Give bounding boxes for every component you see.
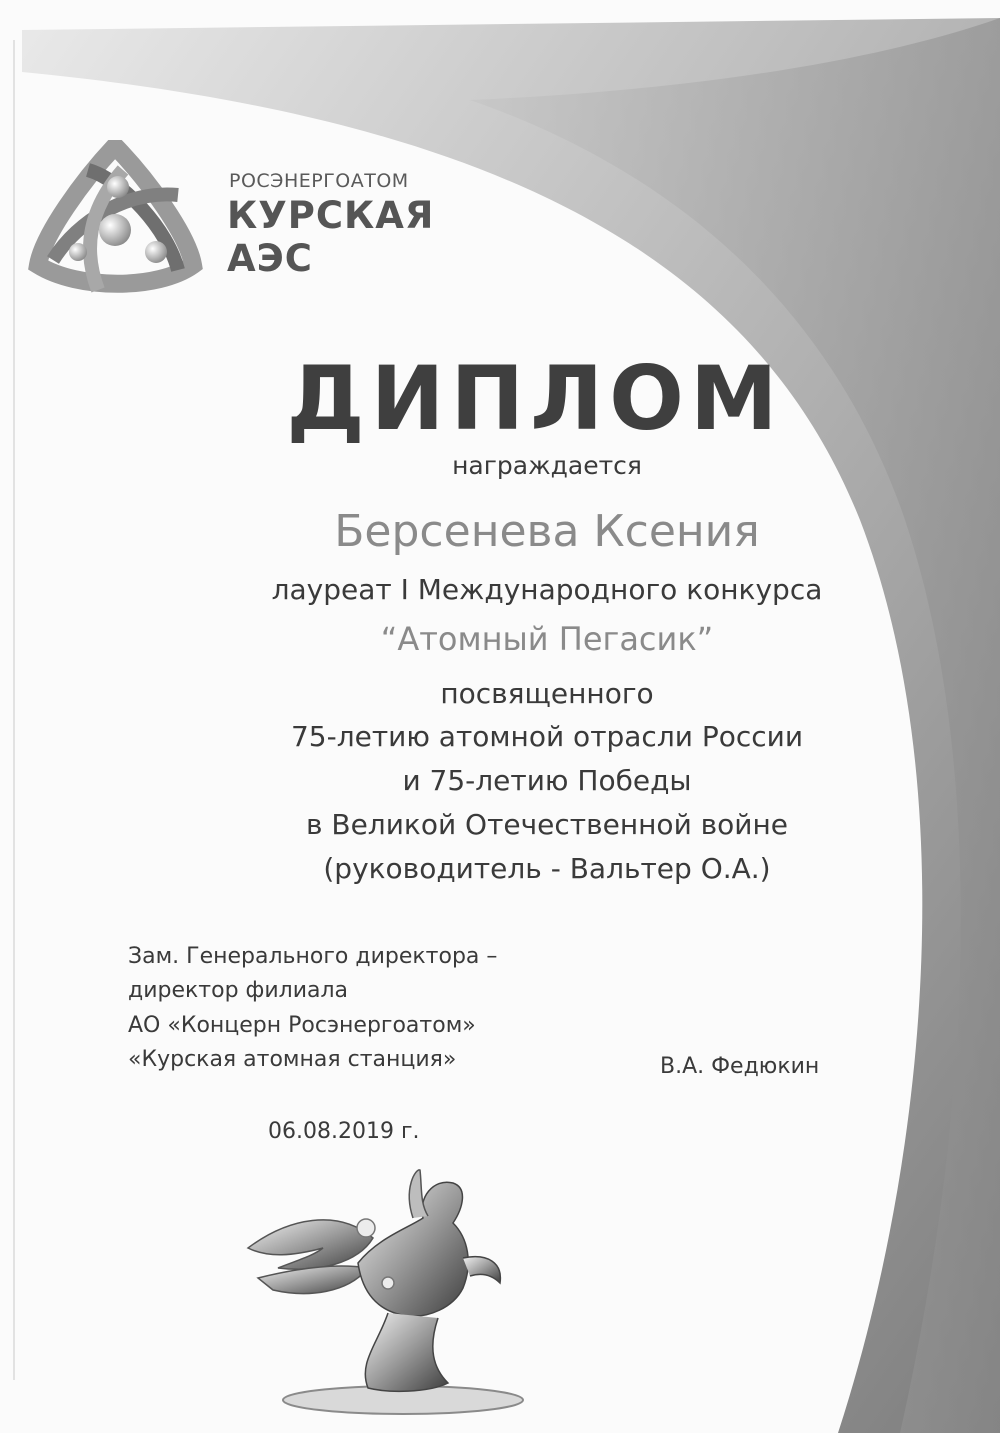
- awarded-text: награждается: [452, 451, 642, 480]
- dedication-line: в Великой Отечественной войне: [305, 808, 789, 841]
- signer-name: В.А. Федюкин: [660, 1054, 820, 1079]
- organization-parent: РОСЭНЕРГОАТОМ: [229, 170, 409, 192]
- pegasus-figurine-illustration: [238, 1168, 538, 1423]
- organization-name-line1: КУРСКАЯ: [227, 194, 435, 237]
- atom-triangle-logo-icon: [28, 140, 203, 300]
- recipient-name: Берсенева Ксения: [334, 506, 760, 557]
- signatory-title-line: Зам. Генерального директора –: [128, 944, 498, 969]
- issue-date: 06.08.2019 г.: [268, 1119, 420, 1144]
- dedication-line: 75-летию атомной отрасли России: [290, 720, 804, 753]
- laureate-text: лауреат I Международного конкурса: [271, 573, 823, 606]
- dedication-line: посвященного: [440, 677, 654, 710]
- diploma-title: ДИПЛОМ: [286, 347, 784, 450]
- dedication-line: (руководитель - Вальтер О.А.): [323, 852, 771, 885]
- signatory-title-line: директор филиала: [128, 978, 349, 1003]
- dedication-line: и 75-летию Победы: [402, 764, 692, 797]
- signatory-title-line: АО «Концерн Росэнергоатом»: [128, 1013, 476, 1038]
- contest-name: “Атомный Пегасик”: [380, 620, 714, 658]
- signatory-title-line: «Курская атомная станция»: [128, 1047, 457, 1072]
- organization-name-line2: АЭС: [227, 237, 313, 280]
